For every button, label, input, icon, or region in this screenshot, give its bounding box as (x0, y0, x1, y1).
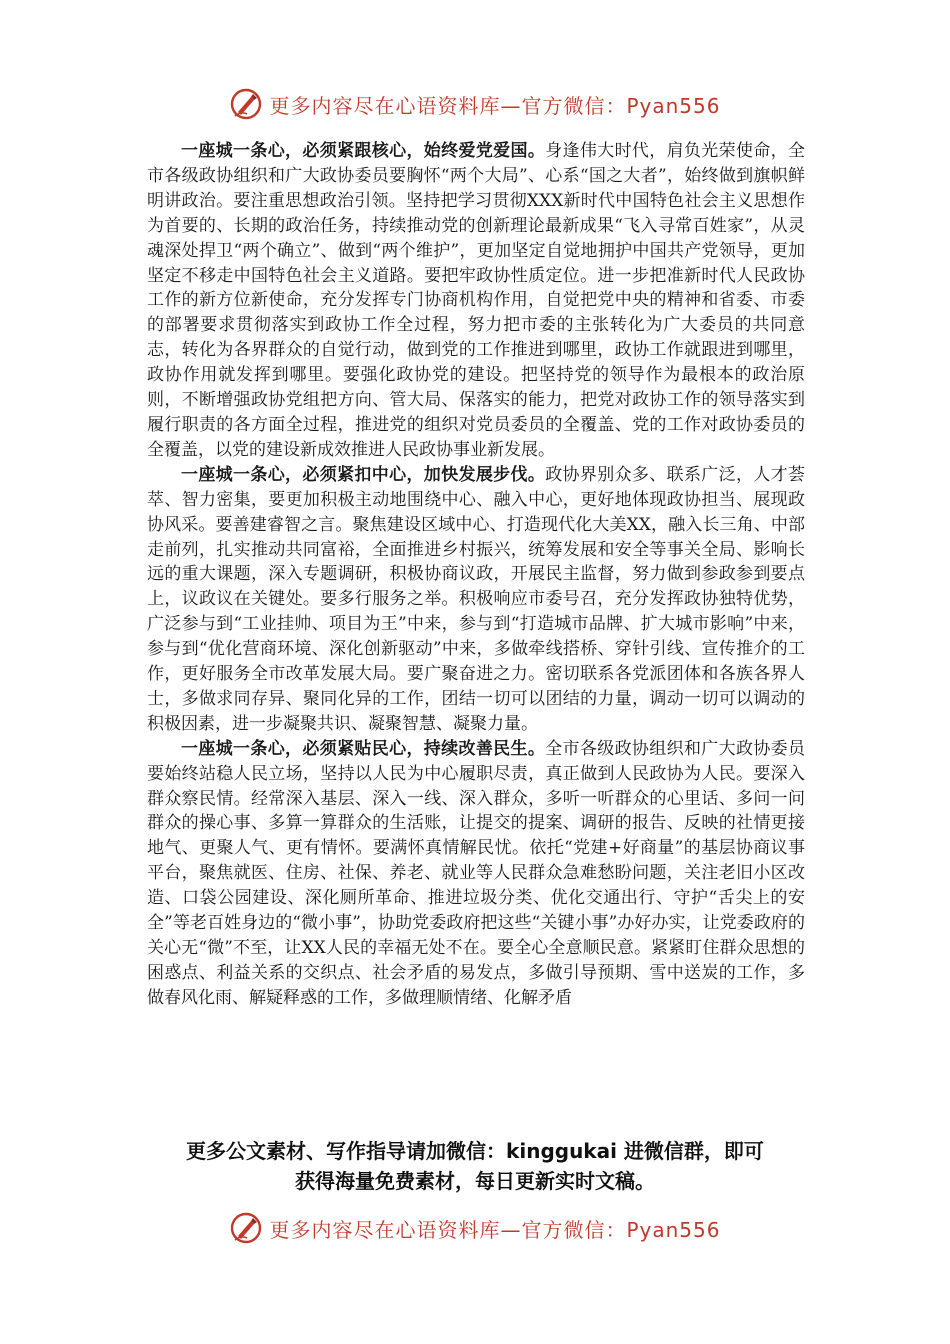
paragraph-3-lead: 一座城一条心，必须紧贴民心，持续改善民生。 (181, 738, 546, 759)
promo-notice (100, 1136, 850, 1196)
promo-line-1: 更多公文素材、写作指导请加微信：kinggukai 进微信群，即可 (186, 1139, 764, 1163)
paragraph-3 (147, 737, 805, 1011)
footer-banner (0, 1208, 950, 1248)
paragraph-1-body: 身逢伟大时代，肩负光荣使命，全市各级政协组织和广大政协委员要胸怀“两个大局”、心系“国之大者”，始终做到旗帜鲜明讲政治。要注重思想政治引领。坚持把学习贯彻XXX新时代中国特色社会主义思想作为首要的、长期的政治任务，持续推动党的创新理论最新成果“飞入寻常百姓家”，从灵魂深处捍卫“两个确立”、做到“两个维护”，更加坚定自觉地拥护中国共产党领导，更加坚定不移走中国特色社会主义道路。要把牢政协性质定位。进一步把准新时代人民政协工作的新方位新使命，充分发挥专门协商机构作用，自觉把党中央的精神和省委、市委的部署要求贯彻落实到政协工作全过程，努力把市委的主张转化为广大委员的共同意志，转化为各界群众的自觉行动，做到党的工作推进到哪里，政协工作就跟进到哪里，政协作用就发挥到哪里。要强化政协党的建设。把坚持党的领导作为最根本的政治原则，不断增强政协党组把方向、管大局、保落实的能力，把党对政协工作的领导落实到履行职责的各方面全过程，推进党的组织对党员委员的全覆盖、党的工作对政协委员的全覆盖，以党的建设新成效推进人民政协事业新发展。 (147, 141, 806, 460)
paragraph-1 (147, 139, 805, 463)
paragraph-1-lead: 一座城一条心，必须紧跟核心，始终爱党爱国。 (181, 141, 546, 161)
footer-banner-text: 更多内容尽在心语资料库—官方微信：Pyan556 (269, 1217, 721, 1242)
pen-logo-icon (229, 87, 263, 121)
promo-line-2: 获得海量免费素材，每日更新实时文稿。 (295, 1169, 655, 1193)
article-body (147, 139, 805, 1011)
header-banner (0, 84, 950, 124)
paragraph-2-body: 政协界别众多、联系广泛，人才荟萃、智力密集，要更加积极主动地围绕中心、融入中心，更好地体现政协担当、展现政协风采。要善建睿智之言。聚焦建设区域中心、打造现代化大美XX，融入长三角、中部走前列，扎实推动共同富裕，全面推进乡村振兴，统筹发展和安全等事关全局、影响长远的重大课题，深入专题调研，积极协商议政，开展民主监督，努力做到参政参到要点上，议政议在关键处。要多行服务之举。积极响应市委号召，充分发挥政协独特优势，广泛参与到“工业挂帅、项目为王”中来，参与到“打造城市品牌、扩大城市影响”中来，参与到“优化营商环境、深化创新驱动”中来，多做牵线搭桥、穿针引线、宣传推介的工作，更好服务全市改革发展大局。要广聚奋进之力。密切联系各党派团体和各族各界人士，多做求同存异、聚同化异的工作，团结一切可以团结的力量，调动一切可以调动的积极因素，进一步凝聚共识、凝聚智慧、凝聚力量。 (147, 464, 806, 734)
pen-logo-icon (229, 1211, 263, 1245)
paragraph-2-lead: 一座城一条心，必须紧扣中心，加快发展步伐。 (181, 464, 546, 485)
header-banner-text: 更多内容尽在心语资料库—官方微信：Pyan556 (269, 93, 721, 118)
paragraph-2 (147, 463, 805, 737)
paragraph-3-body: 全市各级政协组织和广大政协委员要始终站稳人民立场，坚持以人民为中心履职尽责，真正做到人民政协为人民。要深入群众察民情。经常深入基层、深入一线、深入群众，多听一听群众的心里话、多问一问群众的操心事、多算一算群众的生活账，让提交的提案、调研的报告、反映的社情更接地气、更聚人气、更有情怀。要满怀真情解民忧。依托“党建+好商量”的基层协商议事平台，聚焦就医、住房、社保、养老、就业等人民群众急难愁盼问题，关注老旧小区改造、口袋公园建设、深化厕所革命、推进垃圾分类、优化交通出行、守护“舌尖上的安全”等老百姓身边的“微小事”，协助党委政府把这些“关键小事”办好办实，让党委政府的关心无“微”不至，让XX人民的幸福无处不在。要全心全意顺民意。紧紧盯住群众思想的困惑点、利益关系的交织点、社会矛盾的易发点，多做引导预期、雪中送炭的工作，多做春风化雨、解疑释惑的工作，多做理顺情绪、化解矛盾 (147, 738, 806, 1008)
